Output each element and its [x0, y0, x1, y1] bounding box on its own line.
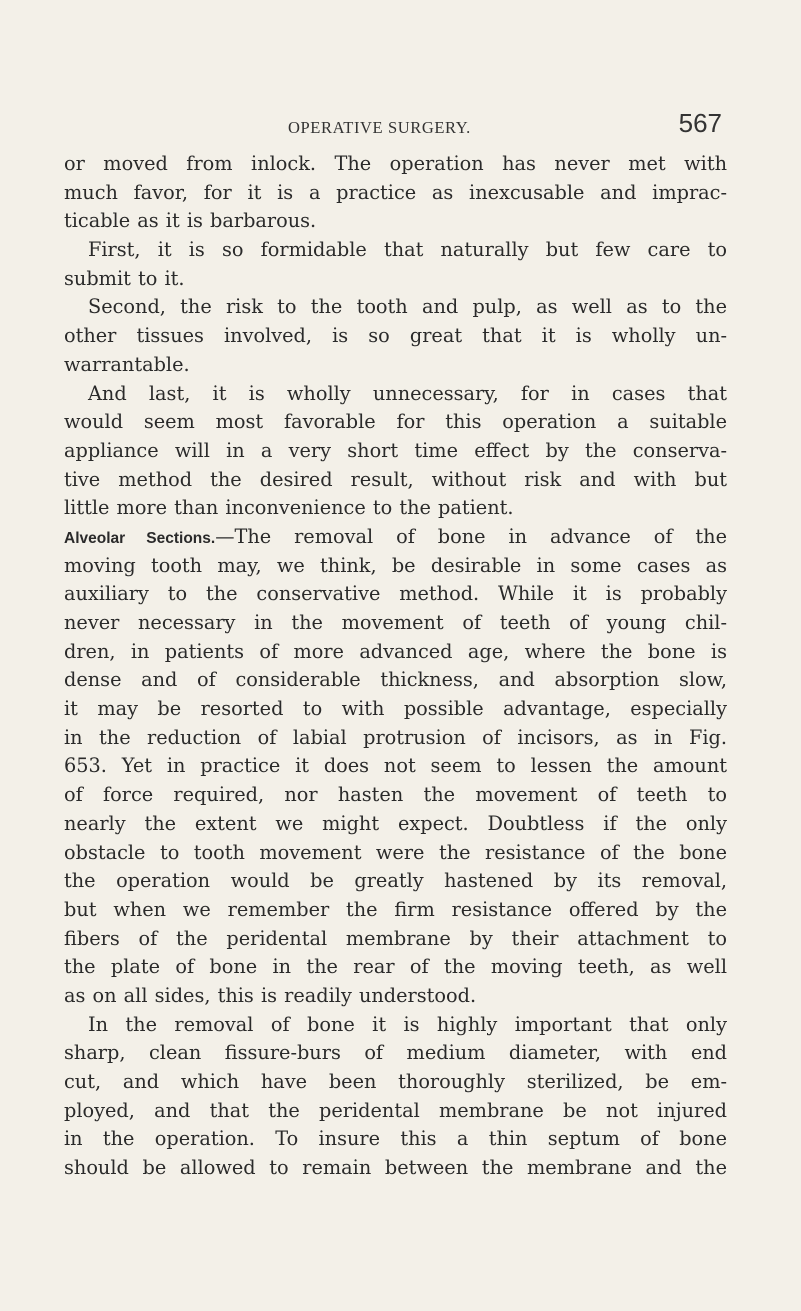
page-number: 567 — [678, 108, 722, 138]
text-line: warrantable. — [64, 352, 190, 376]
text-line: moving tooth may, we think, be desirable in some cases as — [64, 553, 727, 577]
text-line: in the reduction of labial protrusion of incisors, as in Fig. — [64, 725, 727, 749]
text-line: little more than inconvenience to the patient. — [64, 496, 514, 520]
text-line: much favor, for it is a practice as inexcusable and imprac- — [64, 180, 727, 204]
text-line: never necessary in the movement of teeth of young chil- — [64, 611, 727, 634]
text-line: ticable as it is barbarous. — [64, 209, 317, 233]
text-line: dren, in patients of more advanced age, where the bone is — [64, 639, 727, 663]
side-heading-line — [64, 523, 727, 552]
text-line: the operation would be greatly hastened by its removal, — [64, 869, 727, 893]
text-line: sharp, clean fissure-burs of medium diameter, with end — [64, 1041, 727, 1065]
running-title: OPERATIVE SURGERY. — [288, 118, 471, 137]
side-heading: Alveolar Sections. — [64, 529, 216, 547]
text-line-rest: —The removal of bone in advance of the — [215, 524, 727, 548]
text-line: submit to it. — [64, 266, 185, 290]
text-line: In the removal of bone it is highly important that only — [88, 1012, 727, 1036]
text-line: fibers of the peridental membrane by their attachment to — [64, 926, 727, 950]
text-line: it may be resorted to with possible advantage, especially — [64, 697, 727, 721]
text-line: other tissues involved, is so great that it is wholly un- — [64, 324, 727, 348]
text-line: appliance will in a very short time effect by the conserva- — [64, 438, 727, 462]
text-line: 653. Yet in practice it does not seem to lessen the amount — [64, 754, 727, 778]
body-text — [64, 150, 727, 1183]
text-line: should be allowed to remain between the membrane and the — [64, 1156, 727, 1180]
text-line: would seem most favorable for this operation a suitable — [64, 410, 727, 434]
text-line: dense and of considerable thickness, and absorption slow, — [64, 668, 727, 692]
running-head — [64, 108, 724, 148]
text-line: First, it is so formidable that naturally but few care to — [88, 238, 727, 262]
text-line: of force required, nor hasten the movement of teeth to — [64, 783, 727, 807]
text-line: obstacle to tooth movement were the resistance of the bone — [64, 840, 727, 864]
text-line: And last, it is wholly unnecessary, for in cases that — [88, 381, 727, 405]
text-line: the plate of bone in the rear of the moving teeth, as well — [64, 955, 727, 979]
text-line: in the operation. To insure this a thin septum of bone — [64, 1127, 727, 1151]
text-line: cut, and which have been thoroughly sterilized, be em- — [64, 1070, 727, 1093]
text-line: tive method the desired result, without risk and with but — [64, 467, 727, 491]
text-line: ployed, and that the peridental membrane be not injured — [64, 1098, 727, 1122]
text-line: but when we remember the firm resistance offered by the — [64, 897, 727, 921]
text-line: as on all sides, this is readily understood. — [64, 983, 477, 1007]
text-line: nearly the extent we might expect. Doubtless if the only — [64, 811, 727, 835]
text-line: auxiliary to the conservative method. While it is probably — [64, 582, 727, 606]
text-line: Second, the risk to the tooth and pulp, as well as to the — [88, 295, 727, 319]
text-line: or moved from inlock. The operation has never met with — [64, 152, 727, 175]
